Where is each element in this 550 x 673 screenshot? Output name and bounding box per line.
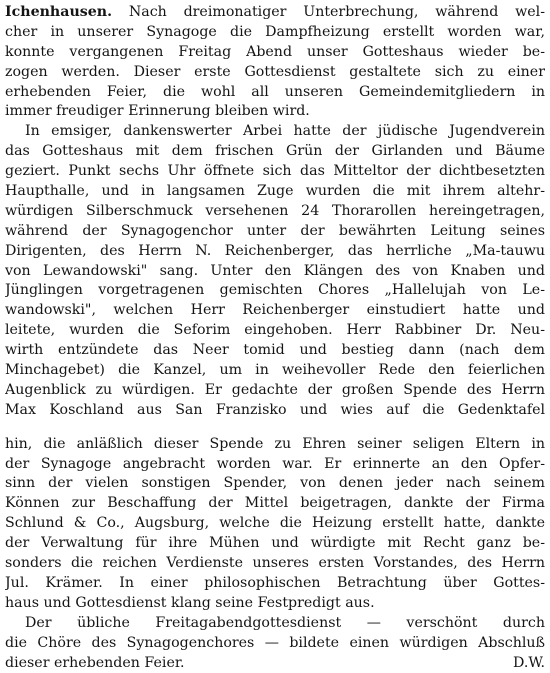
article-line: Jul. Krämer. In einer philosophischen Betrachtung über Gottes- (5, 574, 545, 594)
article-line (5, 654, 545, 673)
article-paragraph (5, 614, 545, 673)
article-paragraph (5, 122, 545, 613)
article-line: immer freudiger Erinnerung bleiben wird. (5, 102, 545, 122)
article-line: Augenblick zu würdigen. Er gedachte der großen Spende des Herrn (5, 381, 545, 401)
article-line: Können zur Beschaffung der Mittel beigetragen, dankte der Firma (5, 494, 545, 514)
article-line: geziert. Punkt sechs Uhr öffnete sich das Mitteltor der dichtbesetzten (5, 162, 545, 182)
article-line: von Lewandowski" sang. Unter den Klängen des von Knaben und (5, 262, 545, 282)
article-line: leitete, wurden die Seforim eingehoben. Herr Rabbiner Dr. Neu- (5, 321, 545, 341)
newspaper-article (5, 3, 545, 673)
article-line: Jünglingen vorgetragenen gemischten Chores „Hallelujah von Le- (5, 281, 545, 301)
article-line: der Verwaltung für ihre Mühen und würdigte mit Recht ganz be- (5, 534, 545, 554)
article-line: Schlund & Co., Augsburg, welche die Heizung erstellt hatte, dankte (5, 514, 545, 534)
article-line: das Gotteshaus mit dem frischen Grün der Girlanden und Bäume (5, 142, 545, 162)
article-line: Der übliche Freitagabendgottesdienst — verschönt durch (5, 614, 545, 634)
article-line: haus und Gottesdienst klang seine Festpredigt aus. (5, 594, 545, 614)
article-line-text: dieser erhebenden Feier. (5, 654, 185, 673)
article-signature: D.W. (513, 654, 545, 673)
article-line: zogen werden. Dieser erste Gottesdienst gestaltete sich zu einer (5, 63, 545, 83)
article-paragraph (5, 3, 545, 122)
article-line: Haupthalle, und in langsamen Zuge wurden die mit ihrem altehr- (5, 182, 545, 202)
article-line: In emsiger, dankenswerter Arbei hatte der jüdische Jugendverein (5, 122, 545, 142)
article-line (5, 3, 545, 23)
article-line: cher in unserer Synagoge die Dampfheizung erstellt worden war, (5, 23, 545, 43)
article-line: der Synagoge angebracht worden war. Er erinnerte an den Opfer- (5, 455, 545, 475)
article-heading: Ichenhausen. (5, 4, 112, 20)
article-line: hin, die anläßlich dieser Spende zu Ehren seiner seligen Eltern in (5, 435, 545, 455)
article-line: Max Koschland aus San Franzisko und wies auf die Gedenktafel (5, 401, 545, 421)
article-line: die Chöre des Synagogenchores — bildete einen würdigen Abschluß (5, 634, 545, 654)
article-line: wandowski", welchen Herr Reichenberger einstudiert hatte und (5, 301, 545, 321)
article-line: sinn der vielen sonstigen Spender, von denen jeder nach seinem (5, 474, 545, 494)
article-line: konnte vergangenen Freitag Abend unser Gotteshaus wieder be- (5, 43, 545, 63)
article-line: würdigen Silberschmuck versehenen 24 Thorarollen hereingetragen, (5, 202, 545, 222)
article-line: Dirigenten, des Herrn N. Reichenberger, das herrliche „Ma-tauwu (5, 242, 545, 262)
article-line: erhebenden Feier, die wohl all unseren Gemeindemitgliedern in (5, 83, 545, 103)
article-line-text: Nach dreimonatiger Unterbrechung, während wel- (129, 4, 545, 20)
article-line: sonders die reichen Verdienste unseres ersten Vorstandes, des Herrn (5, 554, 545, 574)
article-line: Minchagebet) die Kanzel, um in weihevoller Rede den feierlichen (5, 361, 545, 381)
article-line: während der Synagogenchor unter der bewährten Leitung seines (5, 222, 545, 242)
article-line: wirth entzündete das Neer tomid und bestieg dann (nach dem (5, 341, 545, 361)
